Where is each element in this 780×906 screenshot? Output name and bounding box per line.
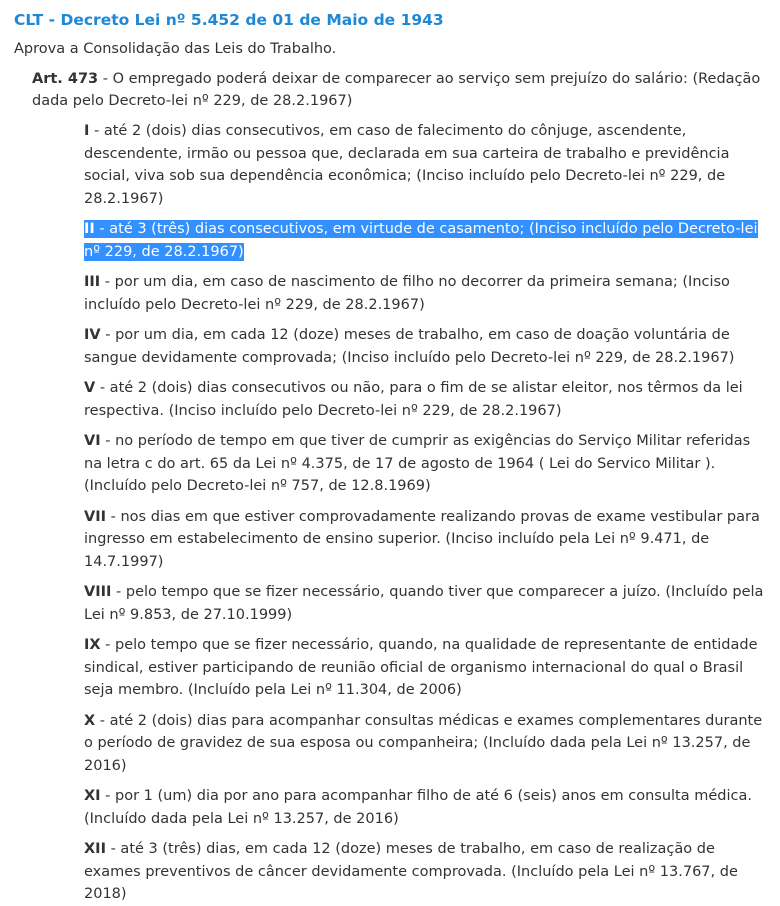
- law-title[interactable]: CLT - Decreto Lei nº 5.452 de 01 de Maio de 1943: [14, 11, 444, 29]
- text-selection[interactable]: [84, 220, 758, 261]
- inciso-text: - pelo tempo que se fizer necessário, quando, na qualidade de representante de entidade sindical, estiver participando de reunião oficial de organismo internacional do qual o Brasil seja membro. (Incluído pela Lei nº 11.304, de 2006): [84, 637, 758, 698]
- inciso-item: [84, 271, 768, 316]
- inciso-item: [84, 710, 768, 778]
- article-text: - O empregado poderá deixar de comparecer ao serviço sem prejuízo do salário: (Redação dada pelo Decreto-lei nº 229, de 28.2.1967): [32, 71, 761, 109]
- inciso-item: [84, 785, 768, 830]
- inciso-item: [84, 838, 768, 906]
- article-label: Art. 473: [32, 71, 99, 87]
- inciso-item: [84, 377, 768, 422]
- inciso-text: - nos dias em que estiver comprovadamente realizando provas de exame vestibular para ingresso em estabelecimento de ensino superior. (Inciso incluído pela Lei nº 9.471, de 14.7.1997): [84, 508, 760, 570]
- inciso-text: - até 2 (dois) dias consecutivos, em caso de falecimento do cônjuge, ascendente, descendente, irmão ou pessoa que, declarada em sua carteira de trabalho e previdência social, viva sob sua dependência econômica; (Inciso incluído pelo Decreto-lei nº 229, de 28.2.1967): [84, 123, 730, 207]
- inciso-text: - até 2 (dois) dias consecutivos ou não, para o fim de se alistar eleitor, nos têrmos da lei respectiva. (Inciso incluído pelo Decreto-lei nº 229, de 28.2.1967): [84, 380, 743, 419]
- inciso-item: [84, 324, 768, 369]
- inciso-item: [84, 634, 768, 702]
- inciso-number: I: [84, 123, 90, 139]
- inciso-text: - até 3 (três) dias, em cada 12 (doze) meses de trabalho, em caso de realização de exames preventivos de câncer devidamente comprovada. (Incluído pela Lei nº 13.767, de 2018): [84, 841, 738, 902]
- inciso-item: [84, 120, 768, 210]
- law-subtitle: Aprova a Consolidação das Leis do Trabalho.: [14, 41, 337, 57]
- inciso-item: [84, 506, 768, 574]
- inciso-item: [84, 430, 768, 498]
- inciso-number: VII: [84, 508, 107, 525]
- incisos-list: [84, 120, 768, 906]
- inciso-number: VI: [84, 433, 101, 449]
- inciso-number: III: [84, 274, 101, 290]
- inciso-text: - até 3 (três) dias consecutivos, em virtude de casamento; (Inciso incluído pelo Decreto-lei nº 229, de 28.2.1967): [84, 221, 758, 260]
- inciso-number: VIII: [84, 584, 112, 600]
- inciso-text: - no período de tempo em que tiver de cumprir as exigências do Serviço Militar referidas na letra c do art. 65 da Lei nº 4.375, de 17 de agosto de 1964 ( Lei do Servico Militar ). (Incluído pelo Decreto-lei nº 757, de 12.8.1969): [84, 433, 751, 494]
- inciso-number: IV: [84, 327, 101, 343]
- inciso-number: X: [84, 712, 96, 729]
- inciso-number: II: [84, 221, 95, 237]
- inciso-item: [84, 581, 768, 626]
- inciso-text: - por 1 (um) dia por ano para acompanhar filho de até 6 (seis) anos em consulta médica. (Incluído dada pela Lei nº 13.257, de 2016): [84, 788, 752, 827]
- inciso-number: IX: [84, 637, 101, 653]
- inciso-number: XII: [84, 841, 106, 857]
- inciso-text: - até 2 (dois) dias para acompanhar consultas médicas e exames complementares durante o período de gravidez de sua esposa ou companheira; (Incluído dada pela Lei nº 13.257, de 2016): [84, 712, 763, 774]
- inciso-text: - por um dia, em caso de nascimento de filho no decorrer da primeira semana; (Inciso incluído pelo Decreto-lei nº 229, de 28.2.1967): [84, 274, 730, 313]
- inciso-number: XI: [84, 788, 101, 804]
- inciso-number: V: [84, 380, 96, 396]
- inciso-item-selected[interactable]: [84, 218, 768, 263]
- inciso-text: - pelo tempo que se fizer necessário, quando tiver que comparecer a juízo. (Incluído pela Lei nº 9.853, de 27.10.1999): [84, 584, 764, 623]
- article-473: [32, 68, 768, 906]
- inciso-text: - por um dia, em cada 12 (doze) meses de trabalho, em caso de doação voluntária de sangue devidamente comprovada; (Inciso incluído pelo Decreto-lei nº 229, de 28.2.1967): [84, 327, 735, 366]
